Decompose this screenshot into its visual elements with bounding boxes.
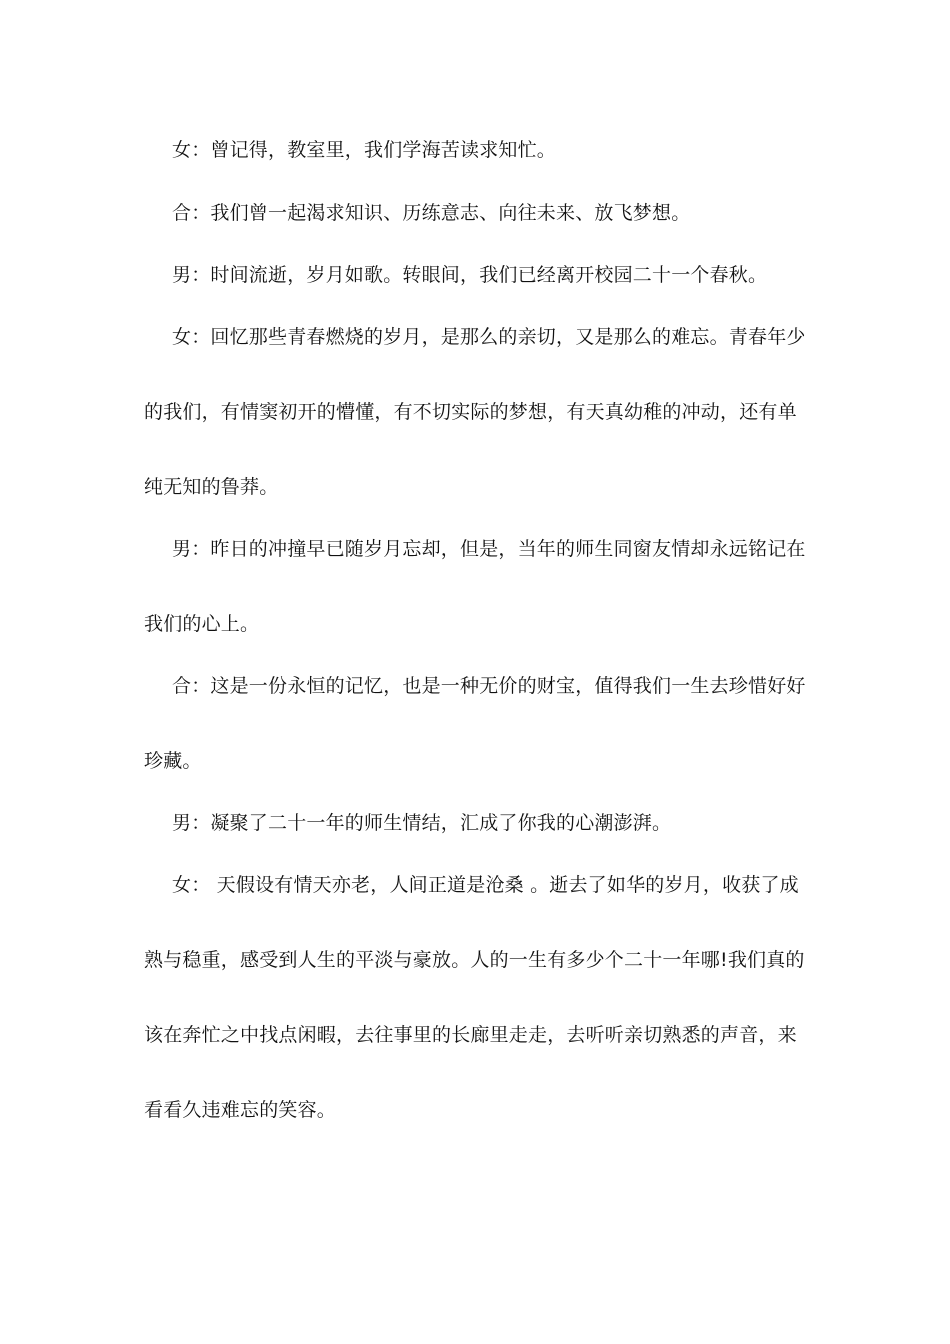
paragraph-line: 纯无知的鲁莽。 xyxy=(144,476,279,498)
paragraph-line: 男：昨日的冲撞早已随岁月忘却，但是，当年的师生同窗友情却永远铭记在 xyxy=(172,538,806,560)
paragraph-line: 女：曾记得，教室里，我们学海苦读求知忙。 xyxy=(172,139,557,161)
paragraph-line: 看看久违难忘的笑容。 xyxy=(144,1099,337,1121)
paragraph-line: 我们的心上。 xyxy=(144,613,260,635)
paragraph-line: 珍藏。 xyxy=(144,750,202,772)
paragraph-line: 男：时间流逝，岁月如歌。转眼间，我们已经离开校园二十一个春秋。 xyxy=(172,264,768,286)
paragraph-line: 该在奔忙之中找点闲暇，去往事里的长廊里走走，去听听亲切熟悉的声音，来 xyxy=(144,1024,797,1046)
paragraph-line: 合：这是一份永恒的记忆，也是一种无价的财宝，值得我们一生去珍惜好好 xyxy=(172,675,806,697)
paragraph-line: 女：回忆那些青春燃烧的岁月，是那么的亲切，又是那么的难忘。青春年少 xyxy=(172,326,806,348)
paragraph-line: 合：我们曾一起渴求知识、历练意志、向往未来、放飞梦想。 xyxy=(172,202,691,224)
paragraph-line: 的我们，有情窦初开的懵懂，有不切实际的梦想，有天真幼稚的冲动，还有单 xyxy=(144,401,797,423)
paragraph-line: 男：凝聚了二十一年的师生情结，汇成了你我的心潮澎湃。 xyxy=(172,812,672,834)
paragraph-line: 熟与稳重，感受到人生的平淡与豪放。人的一生有多少个二十一年哪!我们真的 xyxy=(144,949,805,971)
paragraph-line: 女： 天假设有情天亦老，人间正道是沧桑 。逝去了如华的岁月，收获了成 xyxy=(172,874,799,896)
